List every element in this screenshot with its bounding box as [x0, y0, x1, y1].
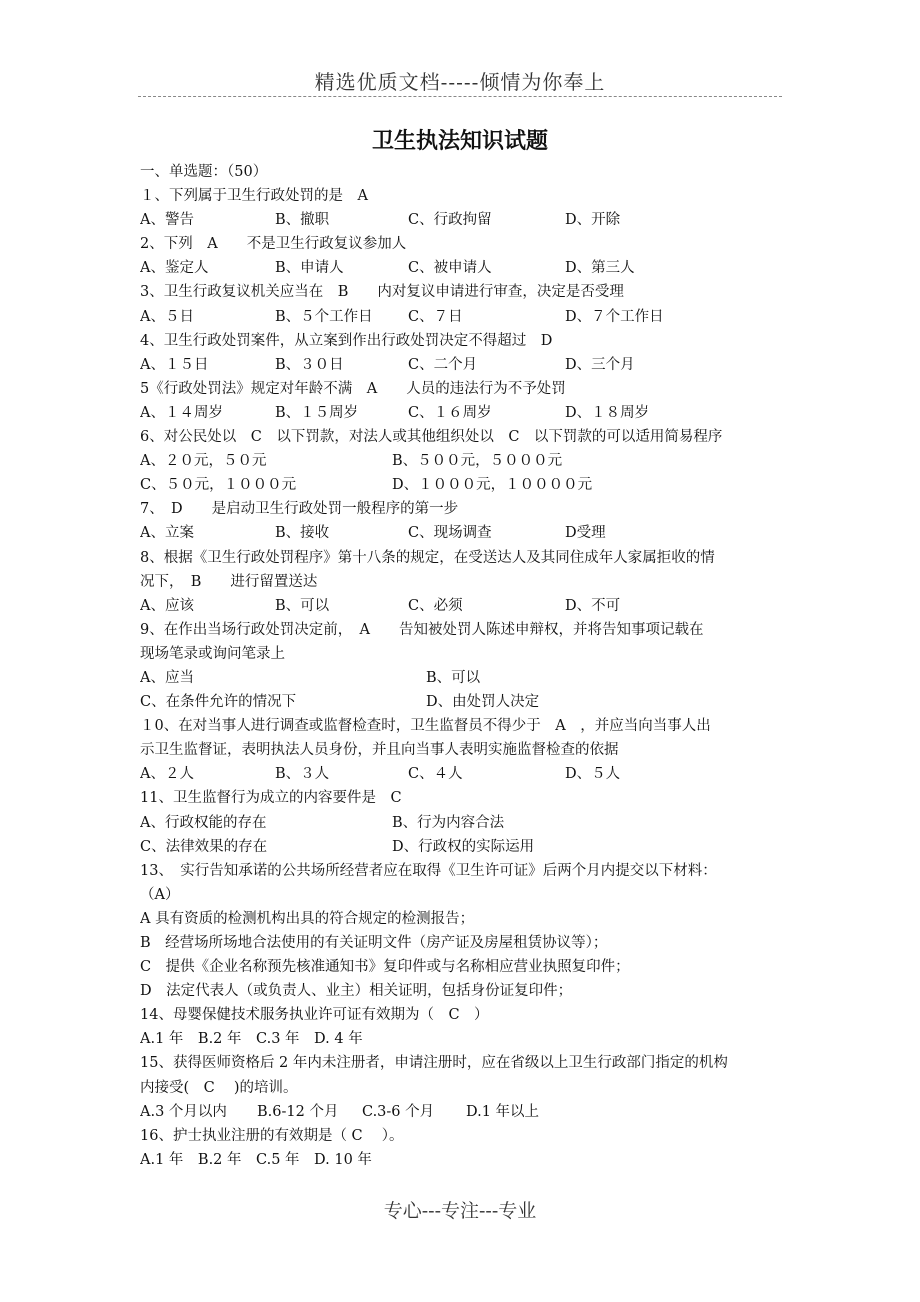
options-row: [140, 1100, 790, 1124]
option-text: A、应该: [140, 597, 194, 614]
option-text: C、行政拘留: [408, 212, 492, 229]
option-text: C.3-6 个月: [362, 1103, 435, 1120]
options-row: [140, 256, 790, 280]
header-divider: [138, 96, 782, 97]
text-line: 况下， B 进行留置送达: [140, 573, 318, 590]
option-text: D、三个月: [565, 356, 635, 373]
option-text: B、可以: [426, 669, 481, 686]
text-line: 3、卫生行政复议机关应当在 B 内对复议申请进行审查，决定是否受理: [140, 284, 624, 301]
options-row: [140, 690, 790, 714]
option-text: D、第三人: [565, 260, 635, 277]
option-text: B、１５周岁: [275, 404, 359, 421]
option-text: C、被申请人: [408, 260, 492, 277]
options-row: [140, 401, 790, 425]
text-line: 8、根据《卫生行政处罚程序》第十八条的规定，在受送达人及其同住成年人家属拒收的情: [140, 549, 715, 566]
option-text: C、在条件允许的情况下: [140, 694, 297, 711]
option-text: C、法律效果的存在: [140, 838, 268, 855]
option-text: B、可以: [275, 597, 330, 614]
option-text: C、５０元，１０００元: [140, 477, 297, 494]
option-text: C、７日: [408, 308, 463, 325]
text-line: C 提供《企业名称预先核准通知书》复印件或与名称相应营业执照复印件；: [140, 959, 630, 976]
text-line: 5《行政处罚法》规定对年龄不满 A 人员的违法行为不予处罚: [140, 380, 566, 397]
option-text: A.3 个月以内: [140, 1103, 227, 1120]
option-text: D、１０００元，１００００元: [392, 477, 593, 494]
option-text: A、２０元，５０元: [140, 453, 267, 470]
options-row: [140, 594, 790, 618]
text-line: 一、单选题：（50）: [140, 164, 268, 180]
question-list: [140, 160, 790, 1172]
options-row: [140, 521, 790, 545]
option-text: B、撤职: [275, 212, 330, 229]
option-text: B、行为内容合法: [392, 814, 505, 831]
option-text: B、３０日: [275, 356, 344, 373]
option-text: A、应当: [140, 669, 194, 686]
document-title: 卫生执法知识试题: [371, 129, 548, 154]
text-line: １0、在对当事人进行调查或监督检查时，卫生监督员不得少于 A ，并应当向当事人出: [140, 718, 711, 735]
text-line: 13、 实行告知承诺的公共场所经营者应在取得《卫生许可证》后两个月内提交以下材料：: [140, 862, 717, 879]
text-line: 16、护士执业注册的有效期是（ C ）。: [140, 1127, 404, 1144]
option-text: D、行政权的实际运用: [392, 838, 535, 855]
text-line: 9、在作出当场行政处罚决定前， A 告知被处罚人陈述申辩权，并将告知事项记载在: [140, 621, 704, 638]
text-line: １、下列属于卫生行政处罚的是 A: [140, 188, 368, 205]
option-text: D受理: [565, 525, 606, 542]
options-row: [140, 473, 790, 497]
text-line: D 法定代表人（或负责人、业主）相关证明，包括身份证复印件；: [140, 983, 573, 1000]
text-line: 7、 D 是启动卫生行政处罚一般程序的第一步: [140, 501, 459, 518]
option-text: B、５００元，５０００元: [392, 453, 563, 470]
text-line: 内接受( C )的培训。: [140, 1079, 298, 1096]
option-text: A、１４周岁: [140, 404, 223, 421]
option-text: C、４人: [408, 766, 463, 783]
option-text: B、５个工作日: [275, 308, 373, 325]
option-text: B、申请人: [275, 260, 344, 277]
options-row: [140, 666, 790, 690]
option-text: A、２人: [140, 766, 194, 783]
option-text: C、现场调查: [408, 525, 492, 542]
option-text: C、必须: [408, 597, 463, 614]
text-line: （A）: [140, 886, 180, 903]
options-row: [140, 811, 790, 835]
option-text: C、１６周岁: [408, 404, 492, 421]
option-text: D.1 年以上: [466, 1103, 540, 1120]
options-row: [140, 835, 790, 859]
option-text: D、７个工作日: [565, 308, 664, 325]
option-text: B、３人: [275, 766, 330, 783]
option-text: A、鉴定人: [140, 260, 209, 277]
option-text: A、行政权能的存在: [140, 814, 267, 831]
option-text: B.6-12 个月: [257, 1103, 339, 1120]
option-text: C、二个月: [408, 356, 478, 373]
option-text: D、１８周岁: [565, 404, 650, 421]
options-row: [140, 305, 790, 329]
text-line: A 具有资质的检测机构出具的符合规定的检测报告；: [140, 910, 475, 927]
options-row: [140, 208, 790, 232]
text-line: 11、卫生监督行为成立的内容要件是 C: [140, 790, 402, 807]
text-line: 2、下列 A 不是卫生行政复议参加人: [140, 236, 407, 253]
options-row: [140, 353, 790, 377]
option-text: A、立案: [140, 525, 194, 542]
text-line: 现场笔录或询问笔录上: [140, 645, 285, 662]
text-line: A.1 年 B.2 年 C.3 年 D. 4 年: [140, 1031, 363, 1048]
text-line: 14、母婴保健技术服务执业许可证有效期为（ C ）: [140, 1007, 489, 1024]
text-line: 6、对公民处以 C 以下罚款，对法人或其他组织处以 C 以下罚款的可以适用简易程序: [140, 429, 723, 446]
option-text: D、不可: [565, 597, 621, 614]
page-header: 精选优质文档-----倾情为你奉上: [314, 70, 606, 94]
option-text: A、１５日: [140, 356, 209, 373]
option-text: D、开除: [565, 212, 621, 229]
text-line: 4、卫生行政处罚案件，从立案到作出行政处罚决定不得超过 D: [140, 332, 553, 349]
option-text: A、警告: [140, 212, 194, 229]
option-text: A、５日: [140, 308, 194, 325]
option-text: D、５人: [565, 766, 621, 783]
text-line: B 经营场所场地合法使用的有关证明文件（房产证及房屋租赁协议等）；: [140, 935, 608, 951]
text-line: A.1 年 B.2 年 C.5 年 D. 10 年: [140, 1151, 372, 1168]
options-row: [140, 762, 790, 786]
text-line: 15、获得医师资格后 2 年内未注册者，申请注册时，应在省级以上卫生行政部门指定的机构: [140, 1055, 728, 1072]
text-line: 示卫生监督证，表明执法人员身份，并且向当事人表明实施监督检查的依据: [140, 742, 619, 759]
page-footer: 专心---专注---专业: [383, 1200, 537, 1222]
option-text: D、由处罚人决定: [426, 694, 540, 711]
options-row: [140, 449, 790, 473]
option-text: B、接收: [275, 525, 330, 542]
